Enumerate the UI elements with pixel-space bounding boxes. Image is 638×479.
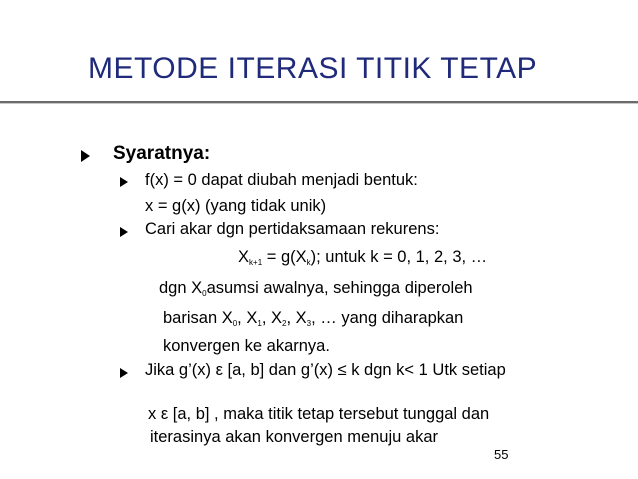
convergence-line: konvergen ke akarnya. [163,337,330,355]
heading-syarat: Syaratnya: [113,143,211,164]
subscript: 1 [257,319,262,328]
subscript: 2 [282,319,287,328]
initial-guess-line: dgn $X_0asumsi$ awalnya, sehingga diperoleh [159,279,473,298]
subscript: k [306,258,311,267]
sequence-line: barisan $X_0$, $X_1$, $X_2$, $X_3$, … yang diharapkan [163,309,464,328]
bullet-1-line-1: f(x) = 0 dapat diubah menjadi bentuk: [145,171,418,189]
subscript: k+1 [249,258,263,267]
subscript: 3 [306,319,312,328]
bullet-3-line-2: x ε [a, b] , maka titik tetap tersebut tunggal dan [148,405,490,423]
subscript: 0 [232,319,238,328]
bullet-3-line-3: iterasinya akan konvergen menuju akar [150,428,439,446]
page-number: 55 [494,447,509,462]
bullet-2-text: Cari akar dgn pertidaksamaan rekurens: [145,220,440,238]
title-divider [0,101,638,103]
slide-title: METODE ITERASI TITIK TETAP [88,52,538,85]
bullet-3-line-1: Jika g’(x) ε [a, b] dan g’(x) ≤ k dgn k< 1 Utk setiap [145,361,506,379]
subscript: 0 [202,289,207,298]
bullet-2-line-1 [145,220,439,239]
bullet-1-line-2: x = g(x) (yang tidak unik) [145,197,327,215]
recurrence-formula: $X_{k+1} = g(X_k)$; untuk k = 0, 1, 2, 3, … [238,248,488,267]
